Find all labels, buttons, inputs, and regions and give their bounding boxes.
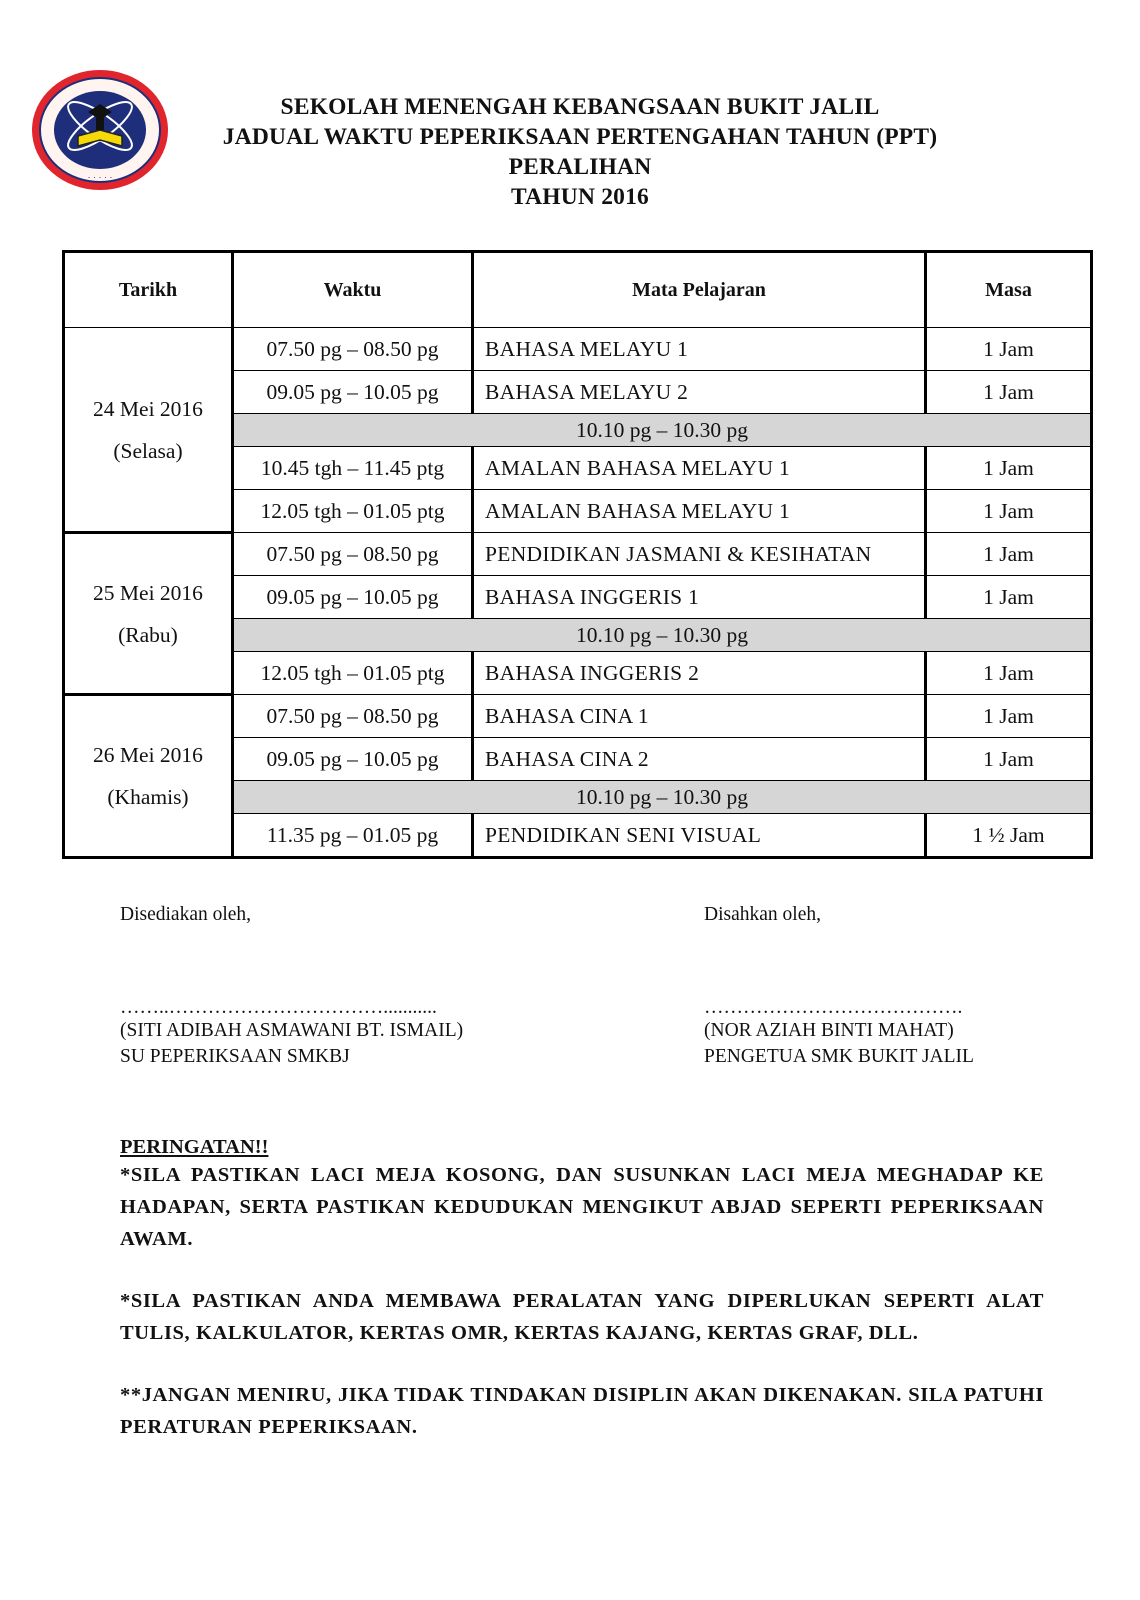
schedule-subtitle: PERALIHAN	[508, 154, 652, 180]
preparer-name: (SITI ADIBAH ASMAWANI BT. ISMAIL)	[120, 1020, 464, 1041]
subject-cell: PENDIDIKAN SENI VISUAL	[473, 814, 926, 858]
exam-date: 24 Mei 2016	[93, 396, 203, 421]
break-time: 10.10 pg – 10.30 pg	[233, 619, 1092, 652]
exam-date: 26 Mei 2016	[93, 743, 203, 767]
duration-cell: 1 Jam	[926, 328, 1092, 371]
subject-cell: AMALAN BAHASA MELAYU 1	[473, 447, 926, 490]
subject-cell: BAHASA CINA 2	[473, 738, 926, 781]
subject-cell: BAHASA INGGERIS 2	[473, 652, 926, 695]
duration-cell: 1 Jam	[926, 533, 1092, 576]
time-cell: 12.05 tgh – 01.05 ptg	[233, 490, 473, 533]
date-cell	[64, 328, 233, 533]
header-masa: Masa	[926, 252, 1092, 328]
warning-section	[120, 1135, 1044, 1443]
duration-cell: 1 ½ Jam	[926, 814, 1092, 858]
subject-cell: PENDIDIKAN JASMANI & KESIHATAN	[473, 533, 926, 576]
warning-paragraph: *SILA PASTIKAN ANDA MEMBAWA PERALATAN YANG DIPERLUKAN SEPERTI ALAT TULIS, KALKULATOR, KERTAS OMR, KERTAS KAJANG, KERTAS GRAF, DLL.	[120, 1290, 1044, 1344]
time-cell: 11.35 pg – 01.05 pg	[233, 814, 473, 858]
subject-cell: AMALAN BAHASA MELAYU 1	[473, 490, 926, 533]
signature-line: ……..……………………………...........	[120, 997, 437, 1018]
time-cell: 09.05 pg – 10.05 pg	[233, 738, 473, 781]
time-cell: 10.45 tgh – 11.45 ptg	[233, 447, 473, 490]
subject-cell: BAHASA MELAYU 1	[473, 328, 926, 371]
header-tarikh: Tarikh	[64, 252, 233, 328]
subject-cell: BAHASA MELAYU 2	[473, 371, 926, 414]
prepared-by-label: Disediakan oleh,	[120, 904, 252, 925]
duration-cell: 1 Jam	[926, 447, 1092, 490]
table-row	[64, 533, 1092, 576]
warning-title: PERINGATAN!!	[120, 1136, 269, 1158]
duration-cell: 1 Jam	[926, 371, 1092, 414]
time-cell: 07.50 pg – 08.50 pg	[233, 533, 473, 576]
duration-cell: 1 Jam	[926, 576, 1092, 619]
preparer-title: SU PEPERIKSAAN SMKBJ	[120, 1046, 350, 1067]
header-mata-pelajaran: Mata Pelajaran	[473, 252, 926, 328]
break-time: 10.10 pg – 10.30 pg	[233, 414, 1092, 447]
date-cell	[64, 695, 233, 858]
signature-line: ………………………………….	[704, 997, 963, 1018]
duration-cell: 1 Jam	[926, 695, 1092, 738]
table-header-row	[64, 252, 1092, 328]
time-cell: 09.05 pg – 10.05 pg	[233, 371, 473, 414]
exam-day: (Rabu)	[118, 622, 178, 647]
schedule-year: TAHUN 2016	[511, 184, 649, 210]
duration-cell: 1 Jam	[926, 738, 1092, 781]
warning-paragraph: **JANGAN MENIRU, JIKA TIDAK TINDAKAN DISIPLIN AKAN DIKENAKAN. SILA PATUHI PERATURAN PEPERIKSAAN.	[120, 1384, 1044, 1438]
time-cell: 07.50 pg – 08.50 pg	[233, 695, 473, 738]
warning-paragraph: *SILA PASTIKAN LACI MEJA KOSONG, DAN SUSUNKAN LACI MEJA MEGHADAP KE HADAPAN, SERTA PASTIKAN KEDUDUKAN MENGIKUT ABJAD SEPERTI PEPERIKSAAN AWAM.	[120, 1164, 1044, 1250]
time-cell: 07.50 pg – 08.50 pg	[233, 328, 473, 371]
subject-cell: BAHASA CINA 1	[473, 695, 926, 738]
school-name: SEKOLAH MENENGAH KEBANGSAAN BUKIT JALIL	[280, 94, 880, 120]
duration-cell: 1 Jam	[926, 652, 1092, 695]
exam-date: 25 Mei 2016	[93, 580, 203, 605]
approver-title: PENGETUA SMK BUKIT JALIL	[704, 1046, 974, 1067]
duration-cell: 1 Jam	[926, 490, 1092, 533]
subject-cell: BAHASA INGGERIS 1	[473, 576, 926, 619]
exam-day: (Selasa)	[113, 438, 183, 463]
date-cell	[64, 533, 233, 695]
schedule-title: JADUAL WAKTU PEPERIKSAAN PERTENGAHAN TAHUN (PPT)	[222, 124, 938, 150]
prepared-by-block	[120, 902, 463, 1070]
table-row	[64, 695, 1092, 738]
header-waktu: Waktu	[233, 252, 473, 328]
time-cell: 09.05 pg – 10.05 pg	[233, 576, 473, 619]
exam-day: (Khamis)	[107, 785, 189, 809]
break-time: 10.10 pg – 10.30 pg	[233, 781, 1092, 814]
time-cell: 12.05 tgh – 01.05 ptg	[233, 652, 473, 695]
approved-by-block	[704, 902, 974, 1070]
svg-text:· · · · ·: · · · · ·	[87, 172, 113, 182]
approved-by-label: Disahkan oleh,	[704, 904, 821, 925]
table-row	[64, 328, 1092, 371]
approver-name: (NOR AZIAH BINTI MAHAT)	[704, 1020, 954, 1041]
exam-schedule-table	[62, 250, 1093, 859]
document-header	[120, 92, 1040, 212]
